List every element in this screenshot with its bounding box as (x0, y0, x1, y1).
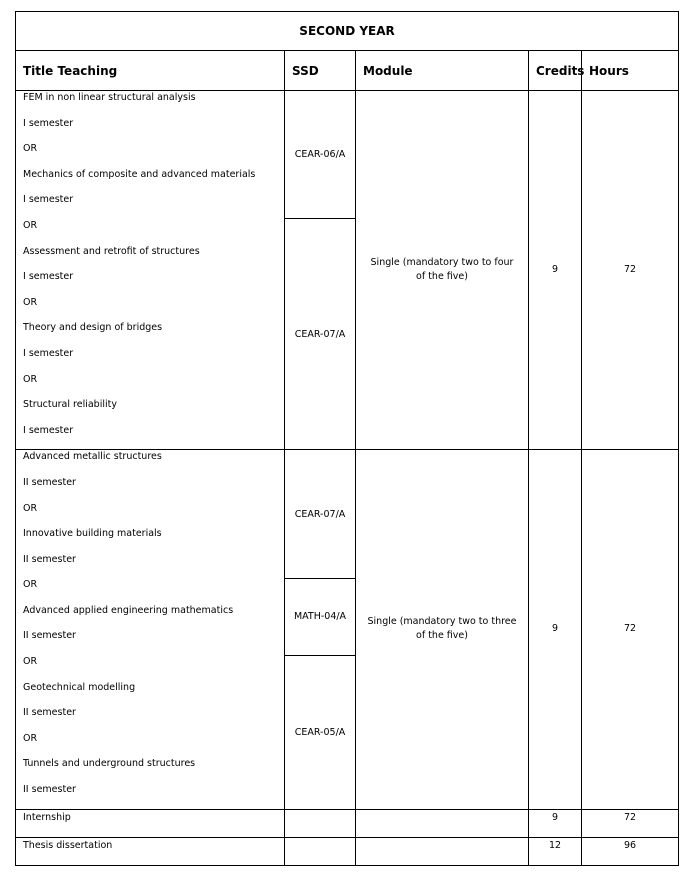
group1-module: Single (mandatory two to four of the five) (356, 91, 529, 450)
ssd-code: CEAR-05/A (285, 656, 356, 810)
internship-hours: 72 (582, 809, 679, 837)
list-item: Mechanics of composite and advanced materials (23, 168, 256, 180)
list-item: II semester (23, 476, 76, 488)
thesis-ssd (285, 837, 356, 865)
internship-credits: 9 (529, 809, 582, 837)
list-item: I semester (23, 194, 74, 206)
ssd-code: CEAR-07/A (285, 219, 356, 450)
list-item: OR (23, 219, 38, 231)
list-item: II semester (23, 630, 76, 642)
list-item: Tunnels and underground structures (23, 758, 196, 770)
list-item: OR (23, 373, 38, 385)
internship-title: Internship (16, 809, 285, 837)
list-item: I semester (23, 347, 74, 359)
list-item: OR (23, 732, 38, 744)
group2-credits: 9 (529, 450, 582, 809)
list-item: Assessment and retrofit of structures (23, 245, 200, 257)
table-title: SECOND YEAR (16, 12, 679, 51)
header-title-teaching: Title Teaching (16, 51, 285, 91)
header-ssd: SSD (285, 51, 356, 91)
list-item: Advanced metallic structures (23, 451, 162, 463)
list-item: II semester (23, 784, 76, 796)
header-credits: Credits (529, 51, 582, 91)
thesis-module (356, 837, 529, 865)
list-item: OR (23, 296, 38, 308)
list-item: Geotechnical modelling (23, 681, 136, 693)
thesis-credits: 12 (529, 837, 582, 865)
list-item: Innovative building materials (23, 528, 162, 540)
group1-hours: 72 (582, 91, 679, 450)
ssd-code: MATH-04/A (285, 578, 356, 655)
ssd-code: CEAR-07/A (285, 450, 356, 578)
header-hours: Hours (582, 51, 679, 91)
group2-course-list (16, 450, 285, 809)
list-item: Theory and design of bridges (23, 322, 163, 334)
internship-ssd (285, 809, 356, 837)
list-item: II semester (23, 553, 76, 565)
list-item: Structural reliability (23, 399, 117, 411)
group2-hours: 72 (582, 450, 679, 809)
thesis-title: Thesis dissertation (16, 837, 285, 865)
list-item: OR (23, 143, 38, 155)
group1-credits: 9 (529, 91, 582, 450)
list-item: II semester (23, 707, 76, 719)
internship-module (356, 809, 529, 837)
second-year-table (15, 11, 679, 866)
list-item: OR (23, 502, 38, 514)
thesis-hours: 96 (582, 837, 679, 865)
header-module: Module (356, 51, 529, 91)
group2-module: Single (mandatory two to three of the five) (356, 450, 529, 809)
list-item: OR (23, 656, 38, 668)
list-item: I semester (23, 424, 74, 436)
list-item: Advanced applied engineering mathematics (23, 604, 234, 616)
list-item: FEM in non linear structural analysis (23, 92, 196, 103)
group1-course-list (16, 91, 285, 450)
list-item: I semester (23, 117, 74, 129)
list-item: OR (23, 579, 38, 591)
list-item: I semester (23, 271, 74, 283)
ssd-code: CEAR-06/A (285, 91, 356, 219)
